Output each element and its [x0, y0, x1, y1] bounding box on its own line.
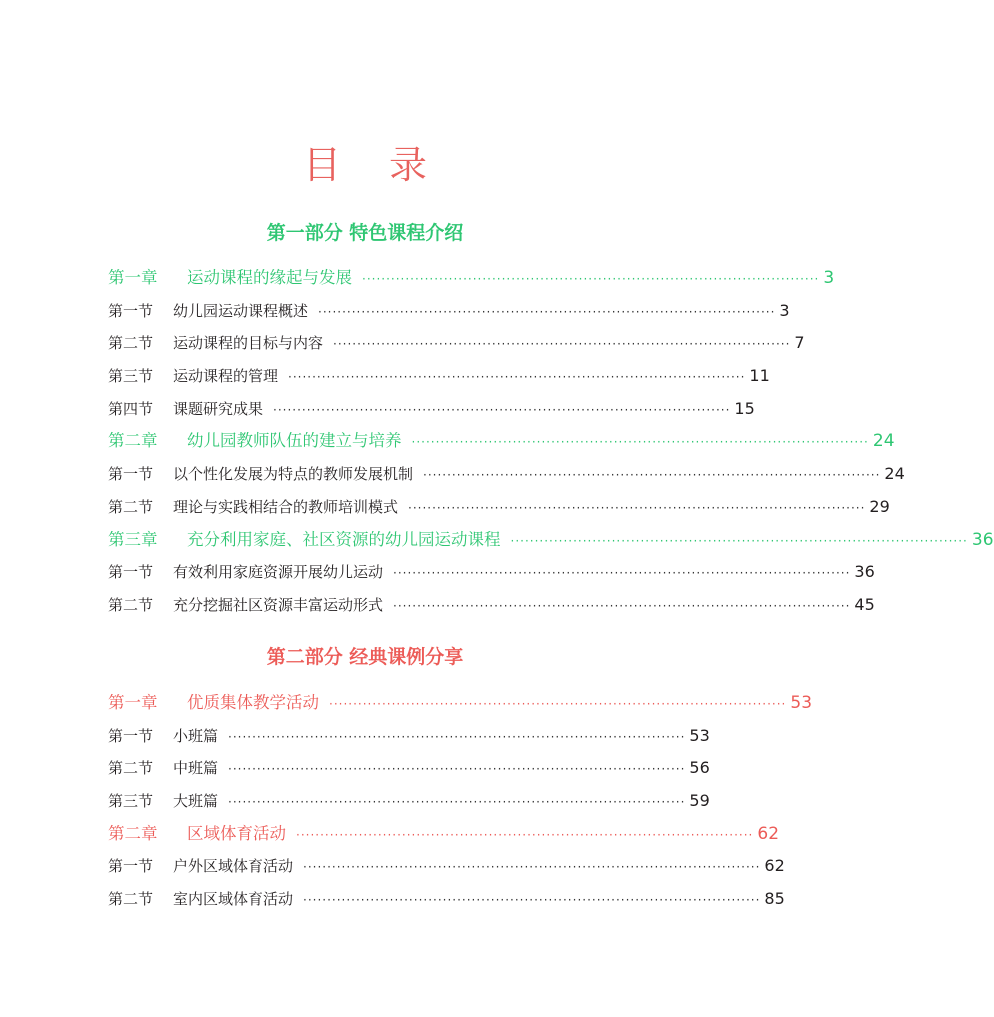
- toc-entry-title: 充分挖掘社区资源丰富运动形式: [173, 595, 384, 614]
- toc-section-entry[interactable]: [108, 850, 785, 883]
- toc-chapter-entry[interactable]: [108, 425, 895, 458]
- toc-entry-label: 第一节: [108, 726, 154, 745]
- toc-entry-page: 3: [779, 300, 790, 320]
- toc-entry-label: 第二节: [108, 759, 154, 778]
- toc-entry-title: 有效利用家庭资源开展幼儿运动: [173, 563, 384, 582]
- toc-entry-title: 区域体育活动: [187, 823, 286, 843]
- toc-leader-dots: ·······························································································: [423, 468, 881, 483]
- toc-entry-label: 第一节: [108, 465, 154, 484]
- toc-entry-title: 课题研究成果: [173, 399, 264, 418]
- toc-entry-title: 室内区域体育活动: [173, 890, 294, 909]
- toc-entry-label: 第四节: [108, 399, 154, 418]
- toc-leader-dots: ·······························································································: [303, 860, 761, 875]
- toc-entry-label: 第一章: [108, 268, 158, 287]
- toc-entry-label: 第二节: [108, 334, 154, 353]
- toc-entry-page: 15: [734, 398, 755, 418]
- toc-entry-page: 53: [790, 693, 813, 713]
- toc-entry-title: 大班篇: [173, 792, 219, 811]
- toc-leader-dots: ·······························································································: [228, 762, 686, 777]
- toc-entry-label: 第一节: [108, 301, 154, 320]
- part2-toc: [108, 687, 813, 916]
- toc-entry-title: 户外区域体育活动: [173, 857, 294, 876]
- toc-entry-title: 幼儿园教师队伍的建立与培养: [187, 431, 402, 451]
- toc-entry-title: 以个性化发展为特点的教师发展机制: [173, 465, 414, 484]
- toc-section-entry[interactable]: [108, 295, 790, 328]
- toc-entry-title: 幼儿园运动课程概述: [173, 301, 309, 320]
- toc-entry-label: 第二章: [108, 823, 158, 843]
- toc-entry-title: 中班篇: [173, 759, 219, 778]
- toc-section-entry[interactable]: [108, 327, 805, 360]
- toc-entry-page: 29: [869, 496, 890, 516]
- toc-entry-page: 7: [794, 333, 805, 353]
- toc-leader-dots: ·······························································································: [273, 402, 731, 417]
- toc-entry-page: 62: [764, 856, 785, 876]
- toc-section-entry[interactable]: [108, 752, 710, 785]
- toc-entry-page: 59: [689, 791, 710, 811]
- toc-entry-page: 36: [854, 562, 875, 582]
- toc-section-entry[interactable]: [108, 458, 905, 491]
- toc-leader-dots: ·······························································································: [393, 566, 851, 581]
- toc-section-entry[interactable]: [108, 393, 755, 426]
- toc-chapter-entry[interactable]: [108, 687, 813, 720]
- toc-leader-dots: ·······························································································: [393, 598, 851, 613]
- toc-section-entry[interactable]: [108, 360, 770, 393]
- toc-entry-label: 第二节: [108, 890, 154, 909]
- toc-entry-page: 45: [854, 594, 875, 614]
- part2-title: 第二部分 经典课例分享: [266, 646, 464, 668]
- toc-entry-page: 53: [689, 725, 710, 745]
- toc-section-entry[interactable]: [108, 491, 890, 524]
- toc-leader-dots: ·······························································································: [296, 827, 754, 842]
- toc-leader-dots: ·······························································································: [228, 729, 686, 744]
- toc-entry-label: 第一节: [108, 563, 154, 582]
- toc-leader-dots: ·······························································································: [408, 500, 866, 515]
- toc-leader-dots: ·······························································································: [362, 272, 820, 286]
- toc-leader-dots: ·······························································································: [329, 697, 787, 711]
- toc-leader-dots: ·······························································································: [303, 893, 761, 908]
- toc-chapter-entry[interactable]: [108, 524, 994, 557]
- toc-leader-dots: ·······························································································: [318, 304, 776, 319]
- part1-toc: [108, 262, 994, 622]
- toc-entry-page: 3: [823, 268, 835, 288]
- toc-entry-label: 第二节: [108, 595, 154, 614]
- toc-entry-title: 小班篇: [173, 726, 219, 745]
- toc-entry-page: 62: [757, 823, 780, 844]
- toc-section-entry[interactable]: [108, 785, 710, 818]
- toc-entry-label: 第二节: [108, 497, 154, 516]
- toc-leader-dots: ·······························································································: [510, 533, 968, 548]
- toc-entry-label: 第三节: [108, 367, 154, 386]
- toc-entry-page: 11: [749, 366, 770, 386]
- toc-entry-title: 运动课程的管理: [173, 367, 279, 386]
- toc-entry-label: 第三节: [108, 792, 154, 811]
- toc-entry-title: 运动课程的缘起与发展: [187, 268, 352, 287]
- toc-leader-dots: ·······························································································: [411, 435, 869, 450]
- toc-entry-title: 运动课程的目标与内容: [173, 334, 324, 353]
- toc-section-entry[interactable]: [108, 589, 875, 622]
- toc-leader-dots: ·······························································································: [228, 795, 686, 810]
- toc-entry-title: 充分利用家庭、社区资源的幼儿园运动课程: [187, 529, 501, 549]
- toc-entry-page: 56: [689, 758, 710, 778]
- page-title: 目 录: [302, 143, 446, 187]
- toc-entry-page: 24: [884, 464, 905, 484]
- toc-chapter-entry[interactable]: [108, 818, 780, 851]
- toc-entry-label: 第三章: [108, 529, 158, 549]
- toc-section-entry[interactable]: [108, 720, 710, 753]
- toc-entry-title: 优质集体教学活动: [187, 693, 319, 712]
- toc-entry-label: 第二章: [108, 431, 158, 451]
- toc-section-entry[interactable]: [108, 556, 875, 589]
- toc-chapter-entry[interactable]: [108, 262, 835, 295]
- toc-section-entry[interactable]: [108, 883, 785, 916]
- toc-entry-page: 85: [764, 889, 785, 909]
- toc-entry-page: 36: [971, 529, 994, 550]
- toc-entry-title: 理论与实践相结合的教师培训模式: [173, 497, 399, 516]
- toc-leader-dots: ·······························································································: [288, 370, 746, 385]
- part1-title: 第一部分 特色课程介绍: [266, 222, 464, 244]
- toc-leader-dots: ·······························································································: [333, 337, 791, 352]
- toc-entry-label: 第一章: [108, 693, 158, 712]
- toc-entry-label: 第一节: [108, 857, 154, 876]
- toc-entry-page: 24: [872, 431, 895, 452]
